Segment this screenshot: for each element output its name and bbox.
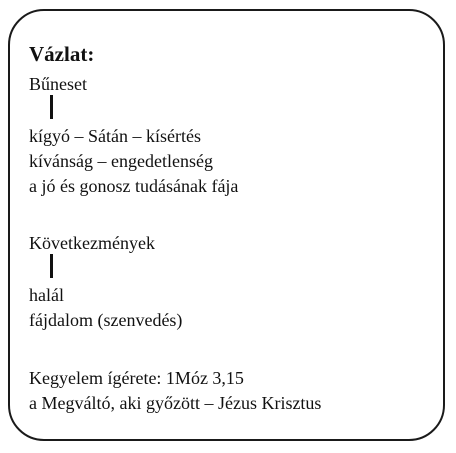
outline-item: kívánság – engedetlenség: [29, 151, 213, 171]
outline-item: fájdalom (szenvedés): [29, 310, 183, 330]
outline-item: Kegyelem ígérete: 1Móz 3,15: [29, 368, 244, 388]
connector-line-consequences: [50, 254, 53, 278]
outline-item: a jó és gonosz tudásának fája: [29, 176, 239, 196]
connector-line-sin: [50, 95, 53, 119]
section-heading-consequences: Következmények: [29, 233, 155, 253]
outline-item: kígyó – Sátán – kísértés: [29, 126, 201, 146]
outline-item: halál: [29, 285, 64, 305]
outline-title: Vázlat:: [29, 42, 95, 66]
section-heading-sin: Bűneset: [29, 74, 87, 94]
outline-item: a Megváltó, aki győzött – Jézus Krisztus: [29, 393, 322, 413]
